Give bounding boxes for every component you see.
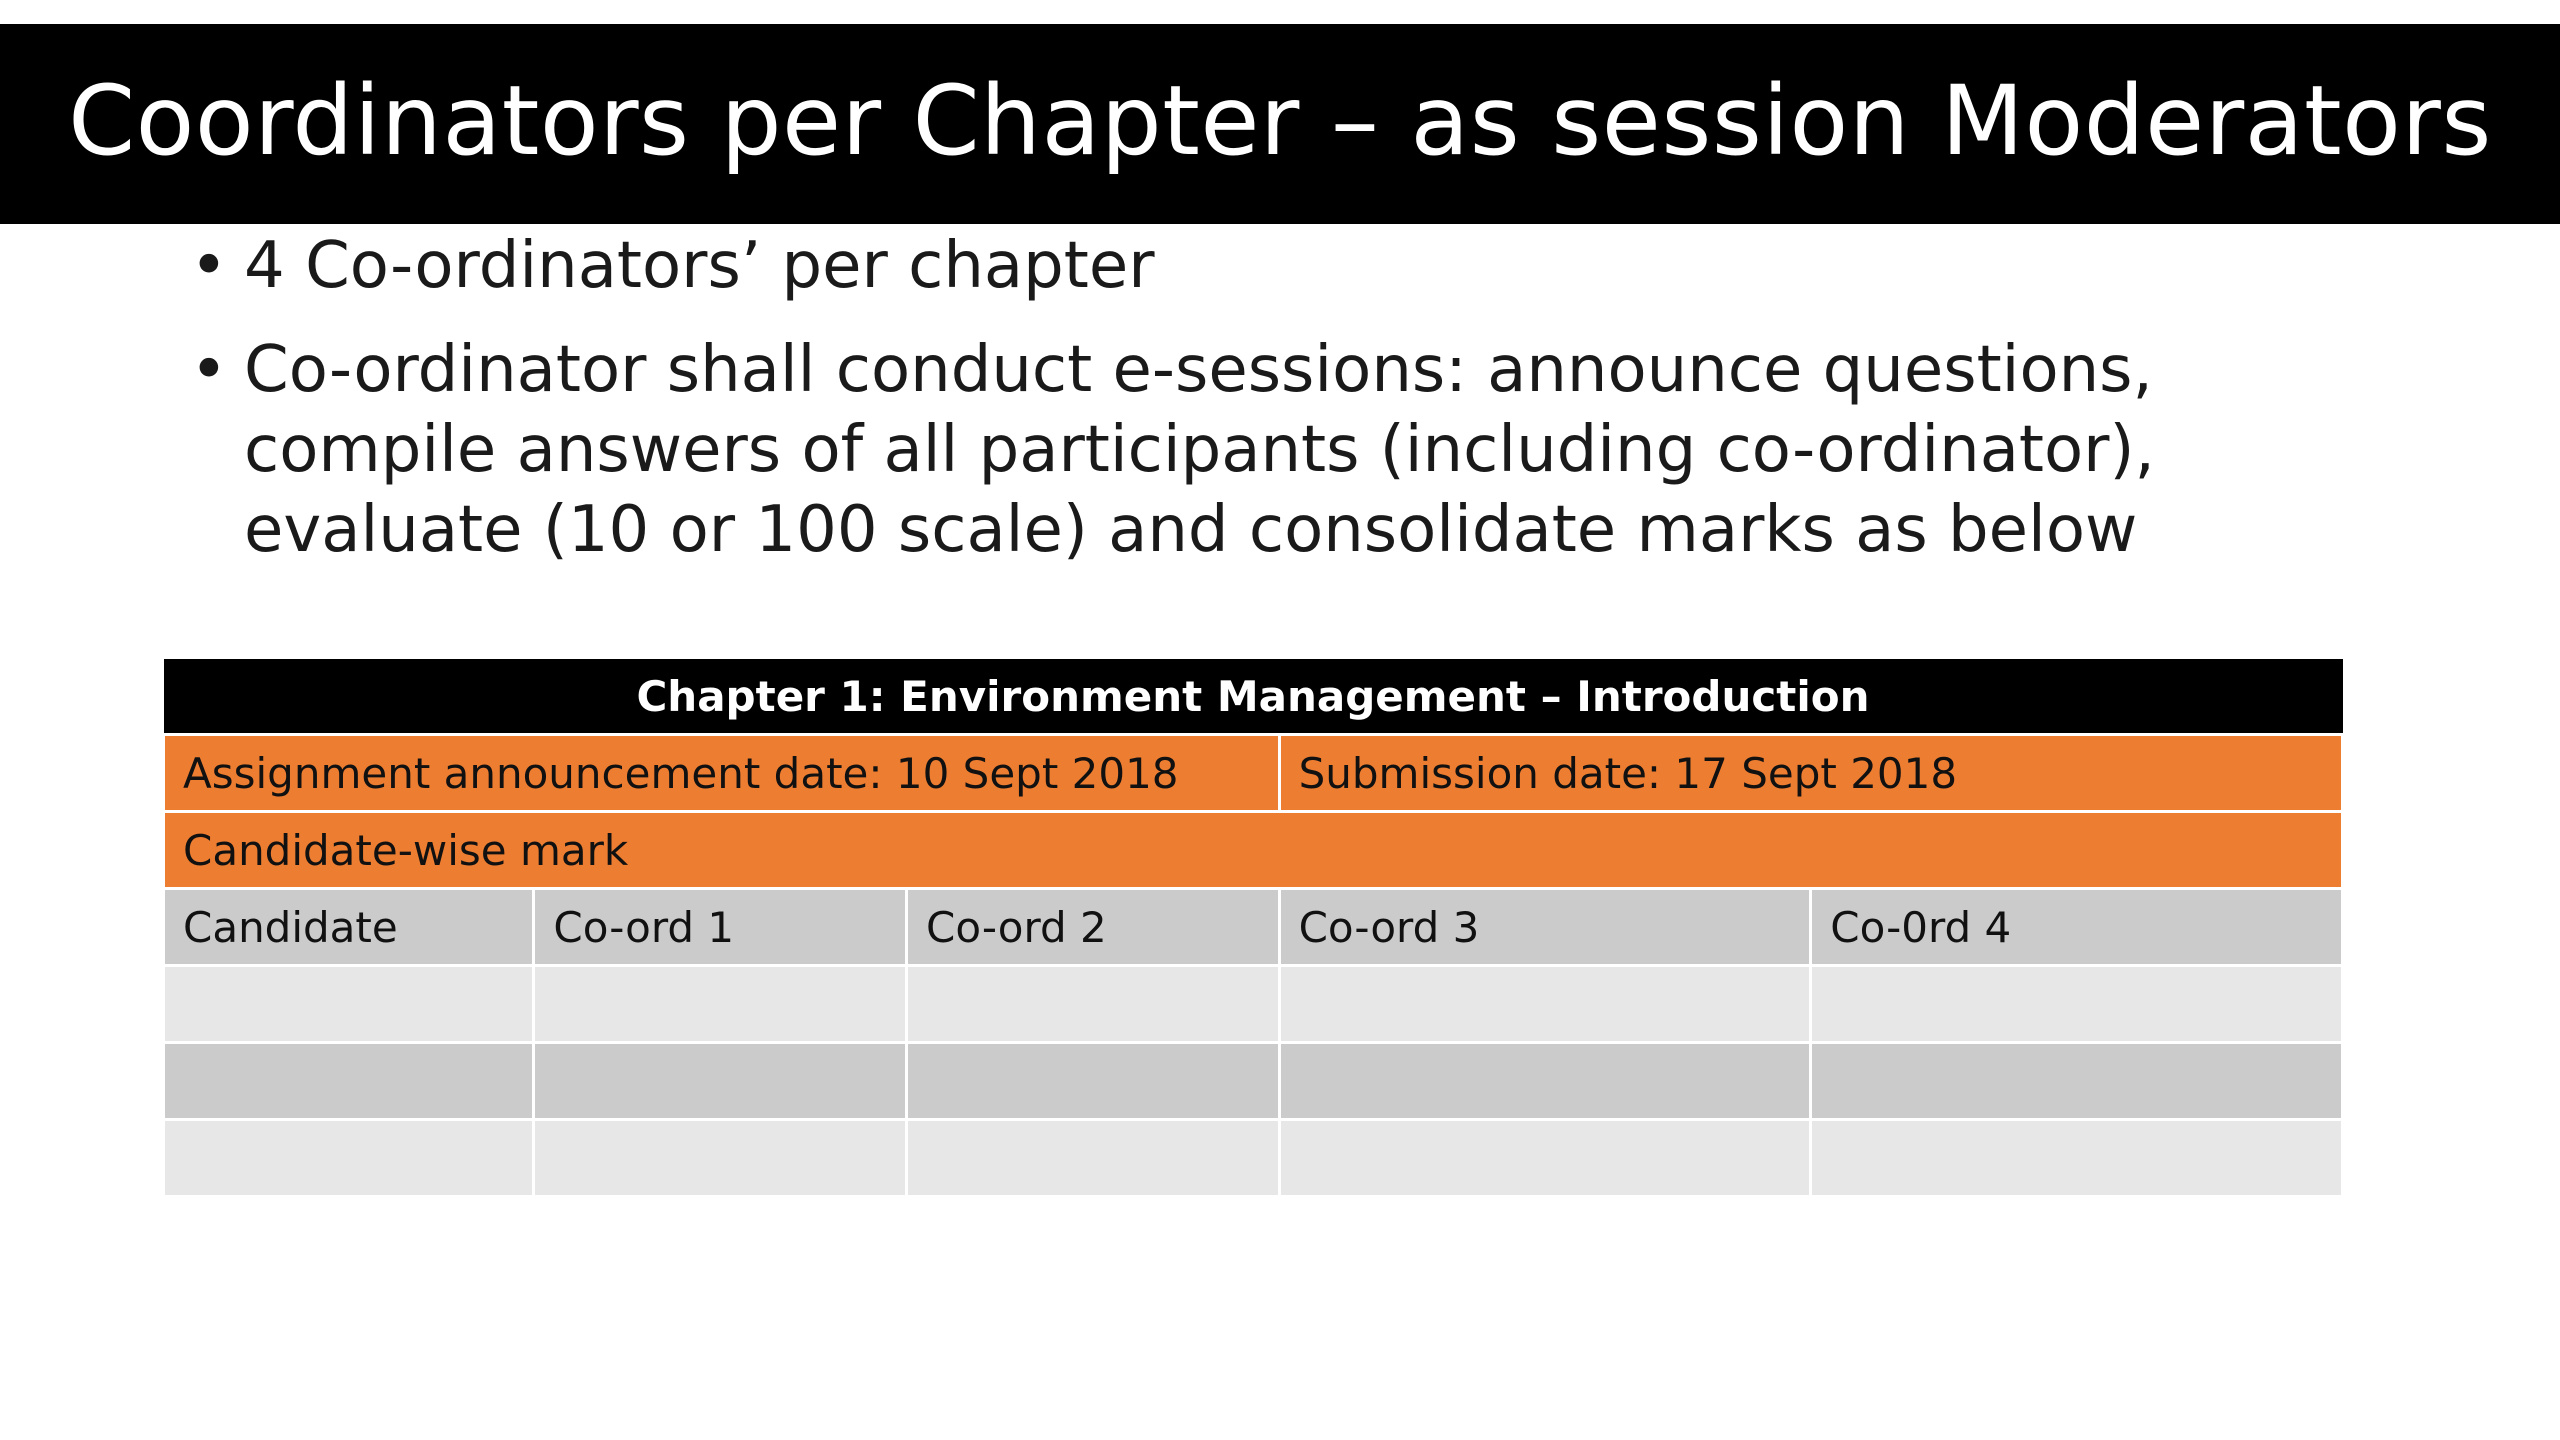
column-header: Co-ord 2 bbox=[907, 889, 1280, 966]
table-cell bbox=[907, 1120, 1280, 1197]
column-header-row bbox=[164, 889, 2343, 966]
table-title-row bbox=[164, 659, 2343, 735]
table-cell bbox=[907, 1043, 1280, 1120]
submission-date: Submission date: 17 Sept 2018 bbox=[1279, 735, 2342, 812]
table-row bbox=[164, 966, 2343, 1043]
column-header: Co-0rd 4 bbox=[1811, 889, 2343, 966]
column-header: Co-ord 1 bbox=[534, 889, 907, 966]
table-cell bbox=[534, 1043, 907, 1120]
column-header: Co-ord 3 bbox=[1279, 889, 1811, 966]
table-cell bbox=[164, 966, 534, 1043]
bullet-item bbox=[190, 330, 2370, 570]
column-header: Candidate bbox=[164, 889, 534, 966]
bullet-dot-icon: • bbox=[190, 229, 228, 303]
top-margin bbox=[0, 0, 2560, 24]
bullet-text: 4 Co-ordinators’ per chapter bbox=[244, 229, 1155, 303]
table-cell bbox=[1279, 1043, 1811, 1120]
table-cell bbox=[534, 1120, 907, 1197]
table-cell bbox=[164, 1120, 534, 1197]
dates-row bbox=[164, 735, 2343, 812]
bullet-item bbox=[190, 226, 2370, 306]
announcement-date: Assignment announcement date: 10 Sept 2018 bbox=[164, 735, 1280, 812]
table-cell bbox=[1279, 966, 1811, 1043]
table-row bbox=[164, 1043, 2343, 1120]
table-cell bbox=[1811, 1120, 2343, 1197]
slide-title: Coordinators per Chapter – as session Moderators bbox=[68, 65, 2492, 177]
title-bar bbox=[0, 24, 2560, 224]
section-row bbox=[164, 812, 2343, 889]
table-cell bbox=[1811, 966, 2343, 1043]
marks-table bbox=[162, 659, 2344, 1198]
table-cell bbox=[164, 1043, 534, 1120]
table-cell bbox=[1811, 1043, 2343, 1120]
table-title: Chapter 1: Environment Management – Introduction bbox=[164, 659, 2343, 735]
table-cell bbox=[534, 966, 907, 1043]
table-row bbox=[164, 1120, 2343, 1197]
bullet-text: Co-ordinator shall conduct e-sessions: announce questions, compile answers of all participants (including co-ordinator), evaluate (10 or 100 scale) and consolidate marks as below bbox=[244, 333, 2155, 567]
table-cell bbox=[907, 966, 1280, 1043]
section-label: Candidate-wise mark bbox=[164, 812, 2343, 889]
bullet-list bbox=[190, 226, 2370, 594]
bullet-dot-icon: • bbox=[190, 333, 228, 407]
table-cell bbox=[1279, 1120, 1811, 1197]
